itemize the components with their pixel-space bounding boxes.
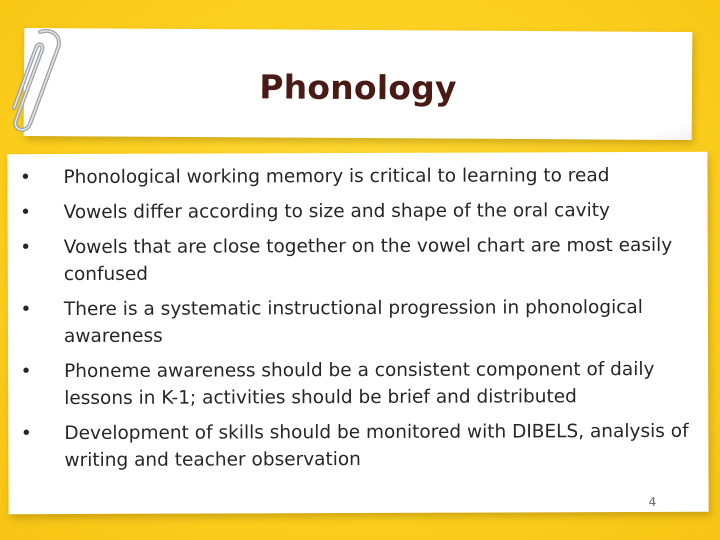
bullet-list bbox=[17, 162, 708, 482]
bullet-text: Vowels that are close together on the vowel chart are most easily confused bbox=[63, 234, 673, 286]
bullet-item bbox=[18, 232, 708, 288]
bullet-glyph: • bbox=[20, 361, 32, 383]
bullet-glyph: • bbox=[20, 237, 32, 259]
bullet-item bbox=[18, 418, 708, 474]
paperclip-icon bbox=[4, 22, 66, 134]
bullet-text: Development of skills should be monitored with DIBELS, analysis of writing and teacher observation bbox=[64, 420, 689, 472]
bullet-text: Phonological working memory is critical to learning to read bbox=[63, 165, 610, 189]
bullet-item bbox=[18, 356, 708, 412]
content-card bbox=[7, 152, 708, 514]
slide-title: Phonology bbox=[259, 67, 457, 108]
bullet-glyph: • bbox=[20, 299, 32, 321]
page-number: 4 bbox=[648, 494, 657, 509]
bullet-item bbox=[18, 197, 708, 226]
bullet-item bbox=[17, 162, 707, 191]
title-card bbox=[24, 28, 693, 140]
bullet-glyph: • bbox=[20, 423, 32, 445]
bullet-text: There is a systematic instructional progression in phonological awareness bbox=[63, 297, 643, 348]
bullet-text: Vowels differ according to size and shape of the oral cavity bbox=[63, 200, 610, 224]
bullet-item bbox=[18, 294, 708, 350]
bullet-text: Phoneme awareness should be a consistent component of daily lessons in K-1; activities should be brief and distributed bbox=[64, 358, 655, 410]
bullet-glyph: • bbox=[20, 202, 32, 224]
bullet-glyph: • bbox=[19, 167, 31, 189]
